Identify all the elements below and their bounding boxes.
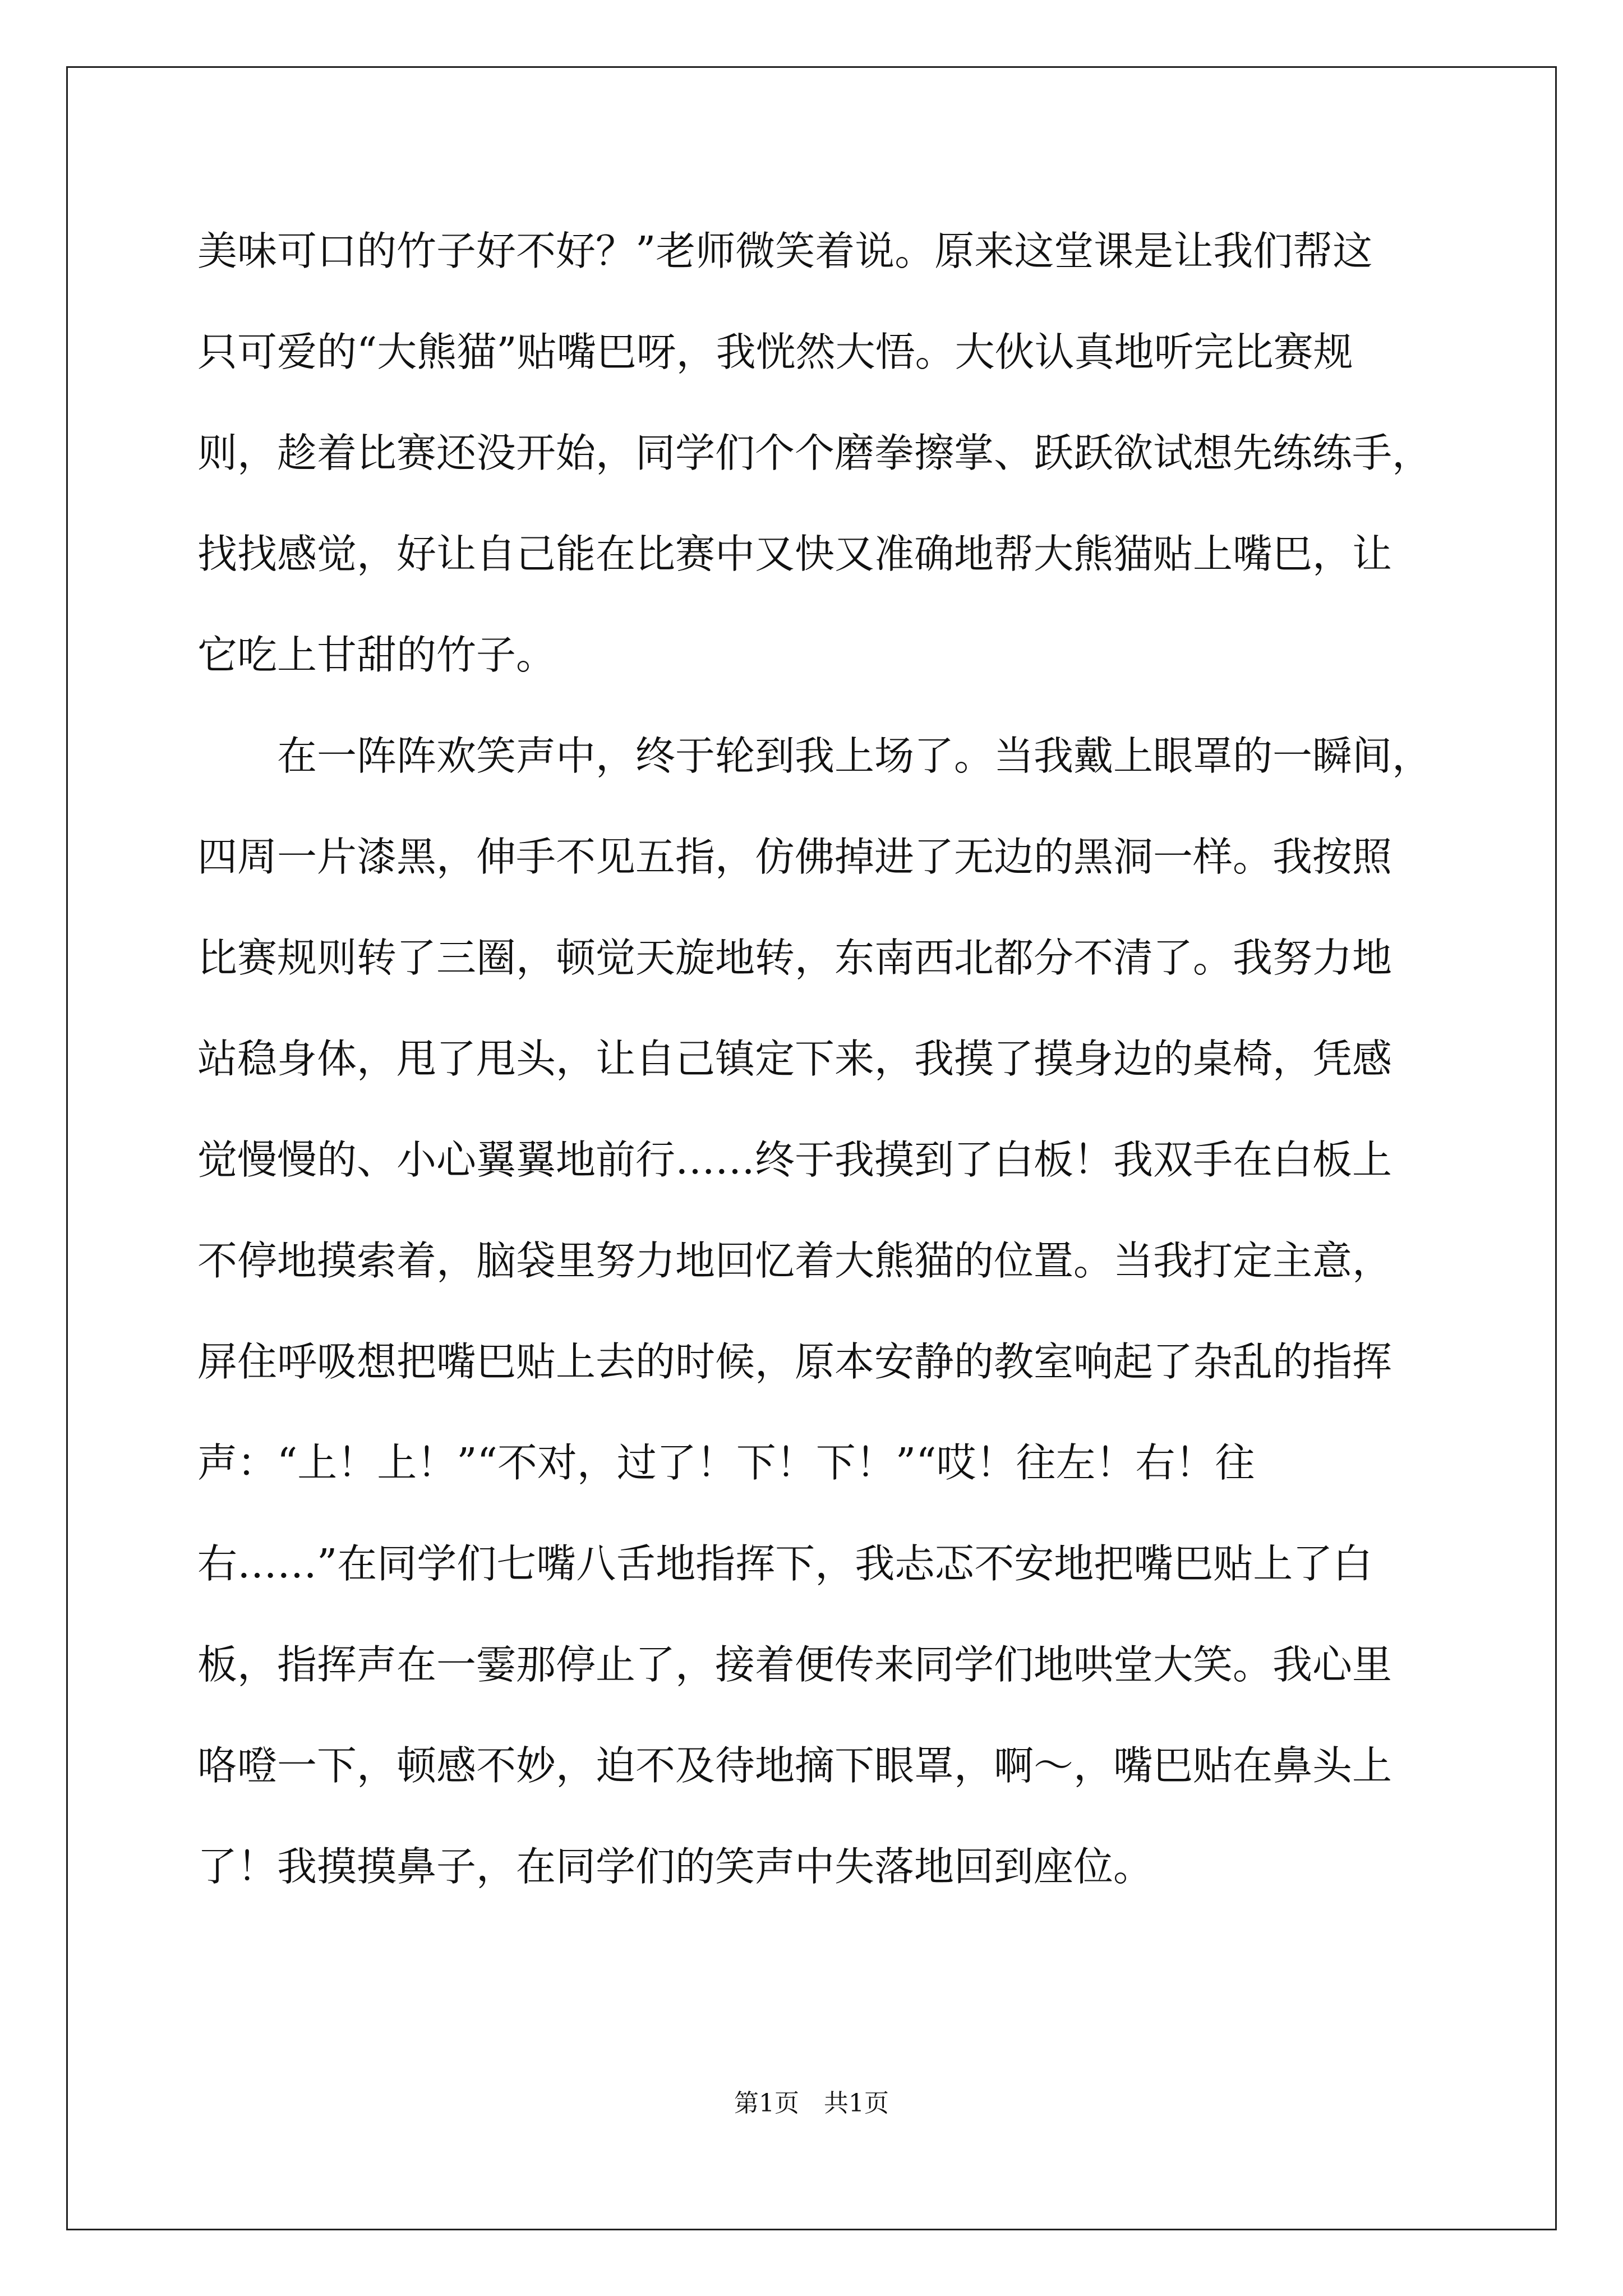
page-number-footer: 第1页 共1页 xyxy=(734,2089,889,2118)
text-line: 觉慢慢的、小心翼翼地前行……终于我摸到了白板！我双手在白板上 xyxy=(197,1137,1393,1183)
text-line: 不停地摸索着，脑袋里努力地回忆着大熊猫的位置。当我打定主意， xyxy=(197,1237,1393,1284)
text-line: 只可爱的“大熊猫”贴嘴巴呀，我恍然大悟。大伙认真地听完比赛规 xyxy=(197,329,1353,375)
text-line: 右……”在同学们七嘴八舌地指挥下，我忐忑不安地把嘴巴贴上了白 xyxy=(197,1540,1373,1587)
text-line: 屏住呼吸想把嘴巴贴上去的时候，原本安静的教室响起了杂乱的指挥 xyxy=(197,1338,1393,1385)
text-line: 它吃上甘甜的竹子。 xyxy=(197,632,556,678)
text-line: 在一阵阵欢笑声中，终于轮到我上场了。当我戴上眼罩的一瞬间， xyxy=(197,733,1432,779)
text-line: 找找感觉，好让自己能在比赛中又快又准确地帮大熊猫贴上嘴巴，让 xyxy=(197,531,1393,577)
text-line: 咯噔一下，顿感不妙，迫不及待地摘下眼罩，啊～，嘴巴贴在鼻头上 xyxy=(197,1742,1393,1789)
text-line: 则，趁着比赛还没开始，同学们个个磨拳擦掌、跃跃欲试想先练练手， xyxy=(197,430,1432,476)
text-line: 声：“上！上！”“不对，过了！下！下！”“哎！往左！右！往 xyxy=(197,1439,1255,1486)
text-line: 了！我摸摸鼻子，在同学们的笑声中失落地回到座位。 xyxy=(197,1843,1154,1890)
text-line: 站稳身体，甩了甩头，让自己镇定下来，我摸了摸身边的桌椅，凭感 xyxy=(197,1036,1393,1082)
text-line: 板，指挥声在一霎那停止了，接着便传来同学们地哄堂大笑。我心里 xyxy=(197,1641,1393,1688)
text-line: 比赛规则转了三圈，顿觉天旋地转，东南西北都分不清了。我努力地 xyxy=(197,935,1393,981)
text-line: 四周一片漆黑，伸手不见五指，仿佛掉进了无边的黑洞一样。我按照 xyxy=(197,834,1393,880)
text-line: 美味可口的竹子好不好？”老师微笑着说。原来这堂课是让我们帮这 xyxy=(197,228,1373,274)
